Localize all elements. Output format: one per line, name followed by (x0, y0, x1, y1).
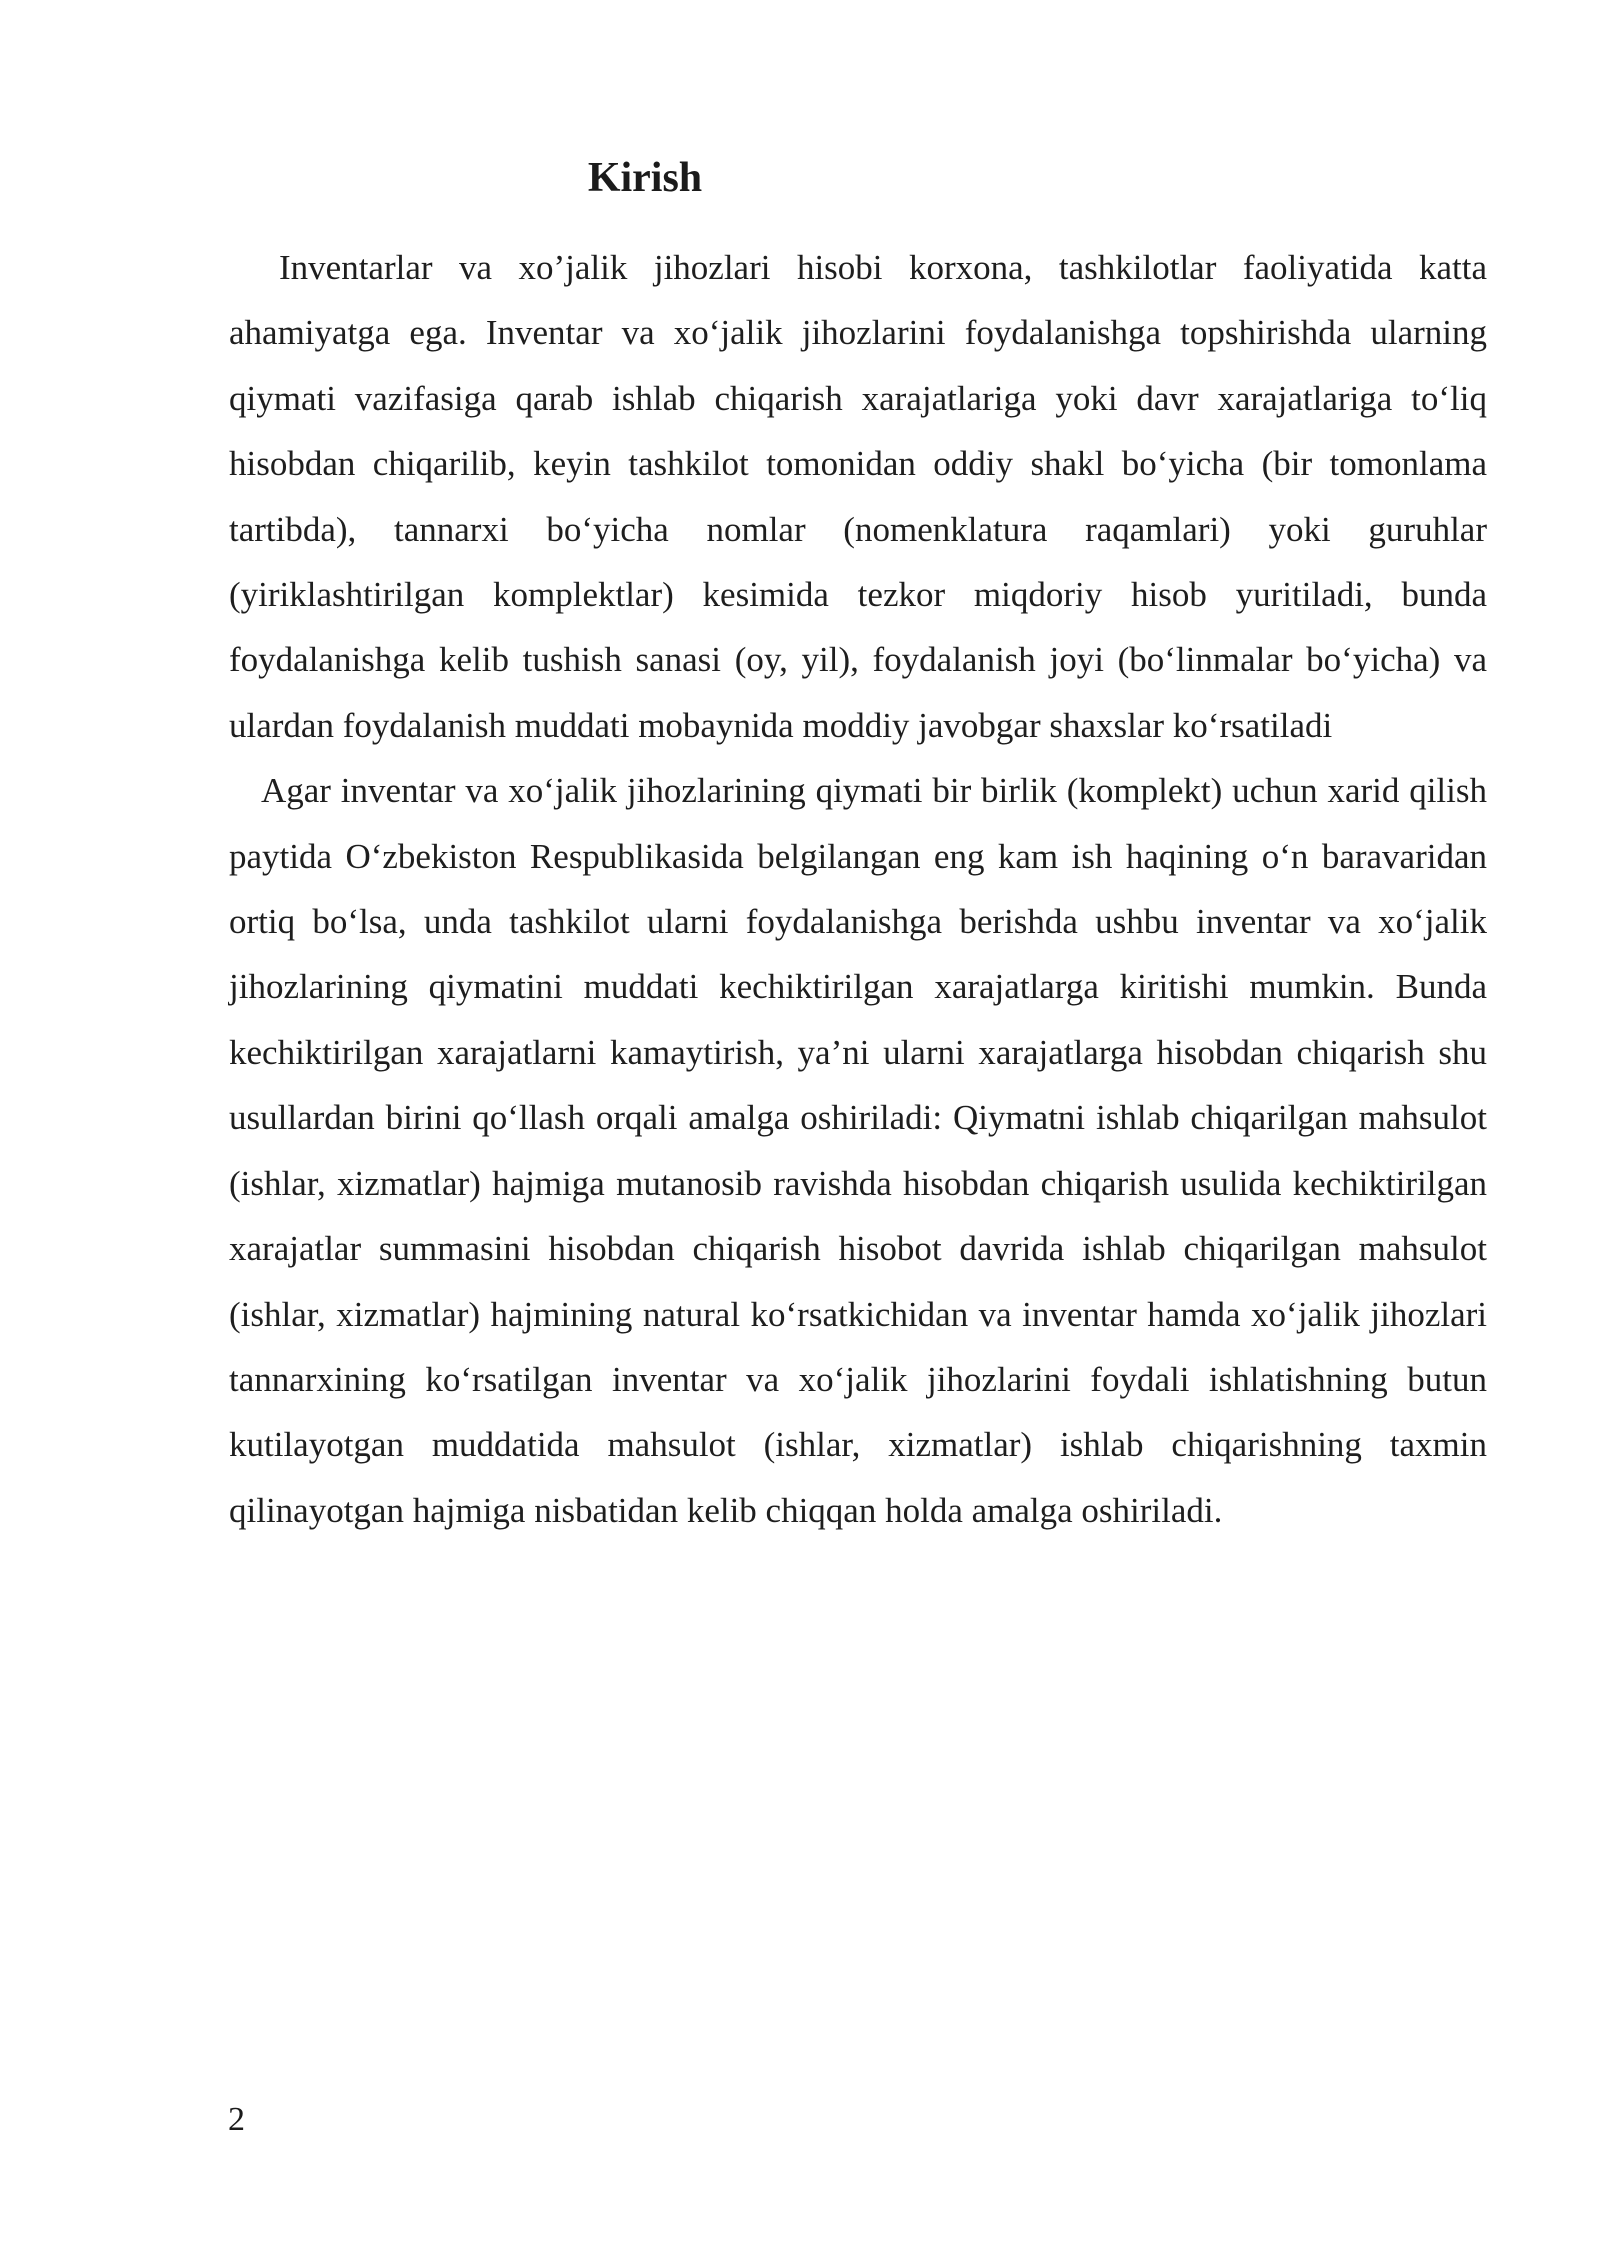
body-text (229, 235, 1487, 1543)
paragraph-1: Inventarlar va xo’jalik jihozlari hisobi korxona, tashkilotlar faoliyatida katta ahamiyatga ega. Inventar va xo‘jalik jihozlarini foydalanishga topshirishda ularning qiymati vazifasiga qarab ishlab chiqarish xarajatlariga yoki davr xarajatlariga to‘liq hisobdan chiqarilib, keyin tashkilot tomonidan oddiy shakl bo‘yicha (bir tomonlama tartibda), tannarxi bo‘yicha nomlar (nomenklatura raqamlari) yoki guruhlar (yiriklashtirilgan komplektlar) kesimida tezkor miqdoriy hisob yuritiladi, bunda foydalanishga kelib tushish sanasi (oy, yil), foydalanish joyi (bo‘linmalar bo‘yicha) va ulardan foydalanish muddati mobaynida moddiy javobgar shaxslar ko‘rsatiladi (229, 248, 1487, 745)
page-title: Kirish (587, 155, 703, 201)
page-number: 2 (228, 2101, 245, 2138)
paragraph-2: Agar inventar va xo‘jalik jihozlarining qiymati bir birlik (komplekt) uchun xarid qilish paytida O‘zbekiston Respublikasida belgilangan eng kam ish haqining o‘n baravaridan ortiq bo‘lsa, unda tashkilot ularni foydalanishga berishda ushbu inventar va xo‘jalik jihozlarining qiymatini muddati kechiktirilgan xarajatlarga kiritishi mumkin. Bunda kechiktirilgan xarajatlarni kamaytirish, ya’ni ularni xarajatlarga hisobdan chiqarish shu usullardan birini qo‘llash orqali amalga oshiriladi: Qiymatni ishlab chiqarilgan mahsulot (ishlar, xizmatlar) hajmiga mutanosib ravishda hisobdan chiqarish usulida kechiktirilgan xarajatlar summasini hisobdan chiqarish hisobot davrida ishlab chiqarilgan mahsulot (ishlar, xizmatlar) hajmining natural ko‘rsatkichidan va inventar hamda xo‘jalik jihozlari tannarxining ko‘rsatilgan inventar va xo‘jalik jihozlarini foydali ishlatishning butun kutilayotgan muddatida mahsulot (ishlar, xizmatlar) ishlab chiqarishning taxmin qilinayotgan hajmiga nisbatidan kelib chiqqan holda amalga oshiriladi. (229, 771, 1487, 1530)
